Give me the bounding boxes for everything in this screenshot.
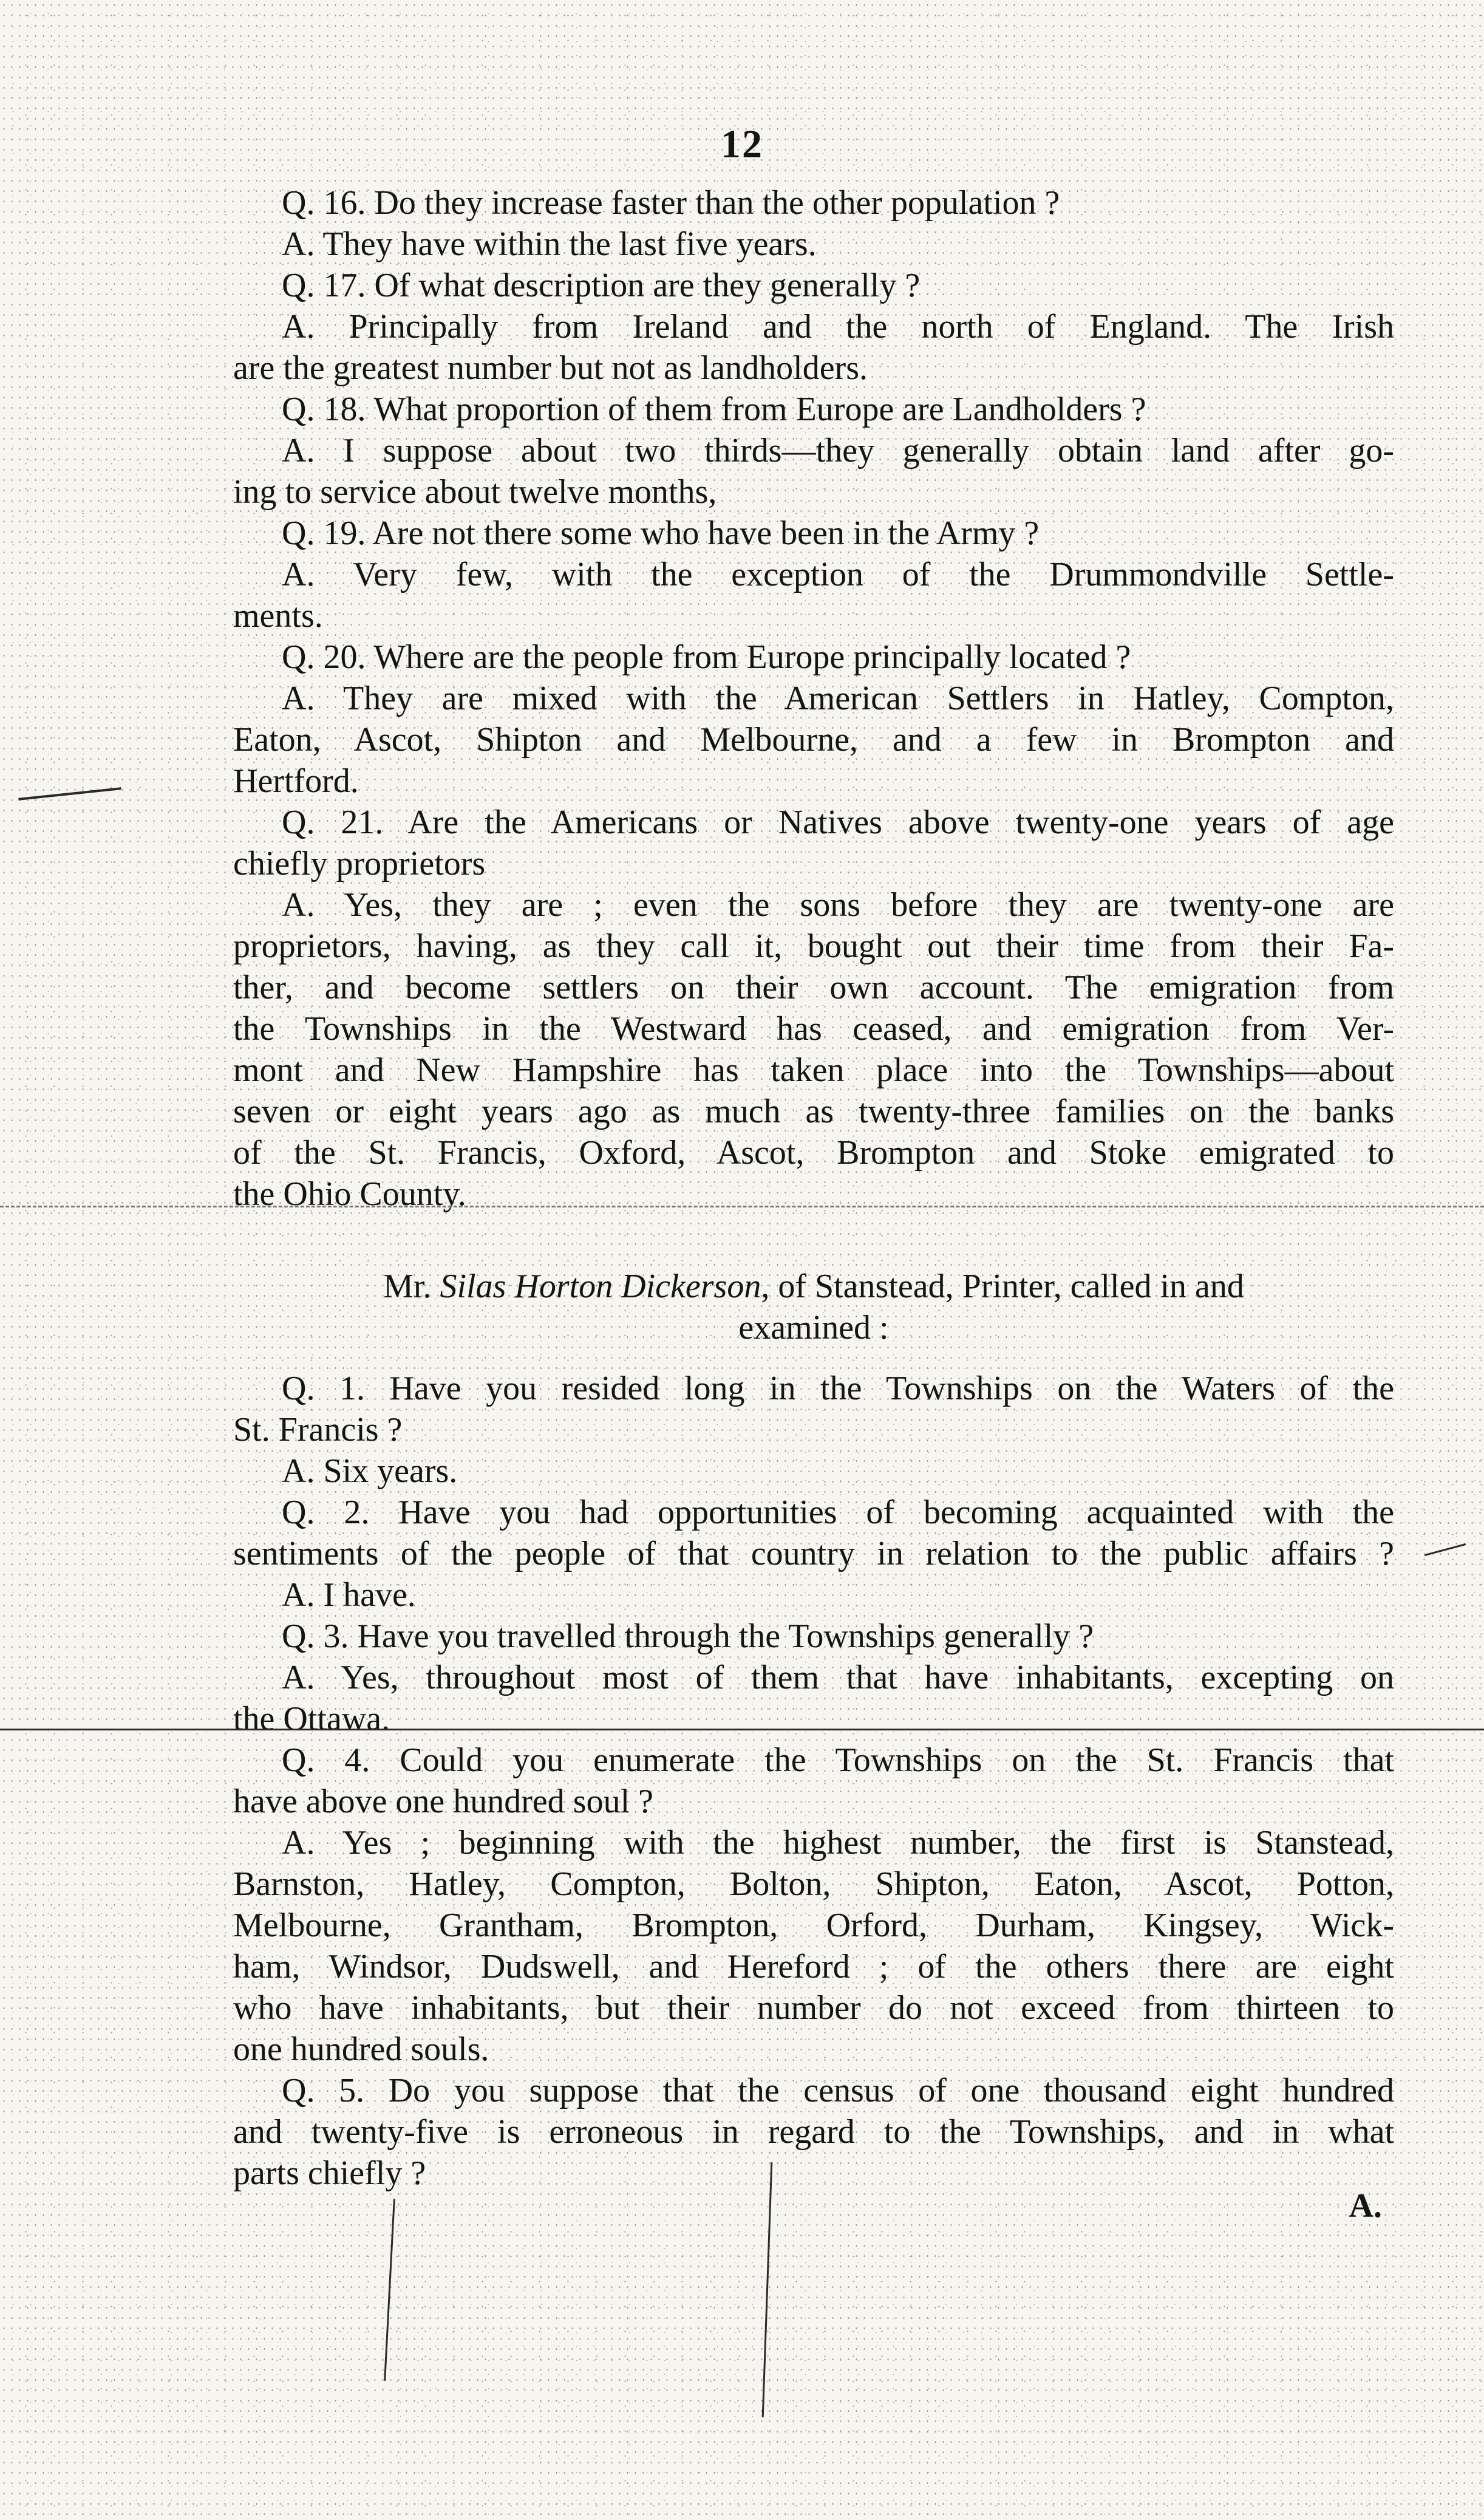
text-line: the Ohio County. — [233, 1175, 466, 1213]
section-gap — [233, 1215, 1394, 1266]
scan-scratch — [1424, 1543, 1466, 1556]
catchword: A. — [1349, 2187, 1382, 2225]
text-line: parts chiefly ? — [233, 2154, 426, 2192]
text-line: A. They have within the last five years. — [282, 225, 817, 263]
text-line: A. I suppose about two thirds—they generally obtain land after go- — [282, 432, 1394, 470]
text-line: ham, Windsor, Dudswell, and Hereford ; of the others there are eight — [233, 1948, 1394, 1986]
scan-scratch — [762, 2162, 773, 2417]
text-line: and twenty-five is erroneous in regard to the Townships, and in what — [233, 2113, 1394, 2151]
text-line: ments. — [233, 597, 323, 635]
scan-scratch — [18, 787, 121, 801]
text-line: ther, and become settlers on their own account. The emigration from — [233, 969, 1394, 1006]
text-line: A. Yes, they are ; even the sons before they are twenty-one are — [282, 886, 1394, 924]
text-line: Q. 2. Have you had opportunities of becoming acquainted with the — [282, 1494, 1394, 1531]
text-line: the Ottawa. — [233, 1700, 390, 1738]
witness-heading — [233, 1266, 1394, 1348]
text-line: Barnston, Hatley, Compton, Bolton, Shipton, Eaton, Ascot, Potton, — [233, 1865, 1394, 1903]
text-line: one hundred souls. — [233, 2030, 489, 2068]
text-line: Q. 20. Where are the people from Europe principally located ? — [282, 638, 1131, 676]
text-line: who have inhabitants, but their number do not exceed from thirteen to — [233, 1989, 1394, 2027]
text-line: Eaton, Ascot, Shipton and Melbourne, and a few in Brompton and — [233, 721, 1394, 759]
witness-line-2: examined : — [738, 1309, 889, 1347]
text-line: A. Principally from Ireland and the north of England. The Irish — [282, 308, 1394, 346]
page-body — [233, 182, 1394, 2194]
text-line: Q. 1. Have you resided long in the Townships on the Waters of the — [282, 1370, 1394, 1407]
text-line: A. I have. — [282, 1576, 416, 1614]
testimony-block-2 — [233, 1368, 1394, 2194]
text-line: Q. 3. Have you travelled through the Townships generally ? — [282, 1617, 1094, 1655]
solid-rule — [0, 1729, 1484, 1730]
text-line: mont and New Hampshire has taken place into the Townships—about — [233, 1051, 1394, 1089]
text-line: Q. 16. Do they increase faster than the other population ? — [282, 184, 1060, 222]
scan-scratch — [384, 2199, 395, 2381]
text-line: seven or eight years ago as much as twenty-three families on the banks — [233, 1093, 1394, 1130]
witness-name: Silas Horton Dickerson — [440, 1268, 761, 1305]
text-line: chiefly proprietors — [233, 845, 486, 883]
text-line: Hertford. — [233, 762, 359, 800]
witness-prefix: Mr. — [383, 1268, 440, 1305]
text-line: A. Very few, with the exception of the Drummondville Settle- — [282, 556, 1394, 593]
witness-line-1 — [233, 1266, 1394, 1307]
text-line: A. Six years. — [282, 1452, 458, 1490]
text-line: A. They are mixed with the American Settlers in Hatley, Compton, — [282, 680, 1394, 717]
section-gap-small — [233, 1348, 1394, 1368]
text-line: the Townships in the Westward has ceased, and emigration from Ver- — [233, 1010, 1394, 1048]
text-line: have above one hundred soul ? — [233, 1783, 653, 1820]
text-line: proprietors, having, as they call it, bought out their time from their Fa- — [233, 927, 1394, 965]
text-line: Q. 19. Are not there some who have been in the Army ? — [282, 514, 1040, 552]
text-line: Q. 18. What proportion of them from Europe are Landholders ? — [282, 391, 1146, 428]
dashed-rule — [0, 1206, 1484, 1207]
text-line: Q. 21. Are the Americans or Natives above twenty-one years of age — [282, 804, 1394, 841]
text-line: Q. 17. Of what description are they generally ? — [282, 267, 921, 304]
text-line: St. Francis ? — [233, 1411, 403, 1449]
text-line: are the greatest number but not as landholders. — [233, 349, 868, 387]
text-line: Q. 4. Could you enumerate the Townships on the St. Francis that — [282, 1741, 1394, 1779]
text-line: Q. 5. Do you suppose that the census of one thousand eight hundred — [282, 2072, 1394, 2109]
text-line: A. Yes ; beginning with the highest number, the first is Stanstead, — [282, 1824, 1394, 1862]
witness-suffix: , of Stanstead, Printer, called in and — [761, 1268, 1244, 1305]
text-line: sentiments of the people of that country in relation to the public affairs ? — [233, 1535, 1394, 1572]
text-line: Melbourne, Grantham, Brompton, Orford, Durham, Kingsey, Wick- — [233, 1907, 1394, 1944]
page-number: 12 — [721, 122, 763, 166]
testimony-block-1 — [233, 182, 1394, 1215]
text-line: A. Yes, throughout most of them that have inhabitants, excepting on — [282, 1659, 1394, 1696]
text-line: of the St. Francis, Oxford, Ascot, Brompton and Stoke emigrated to — [233, 1134, 1394, 1172]
text-line: ing to service about twelve months, — [233, 473, 717, 511]
